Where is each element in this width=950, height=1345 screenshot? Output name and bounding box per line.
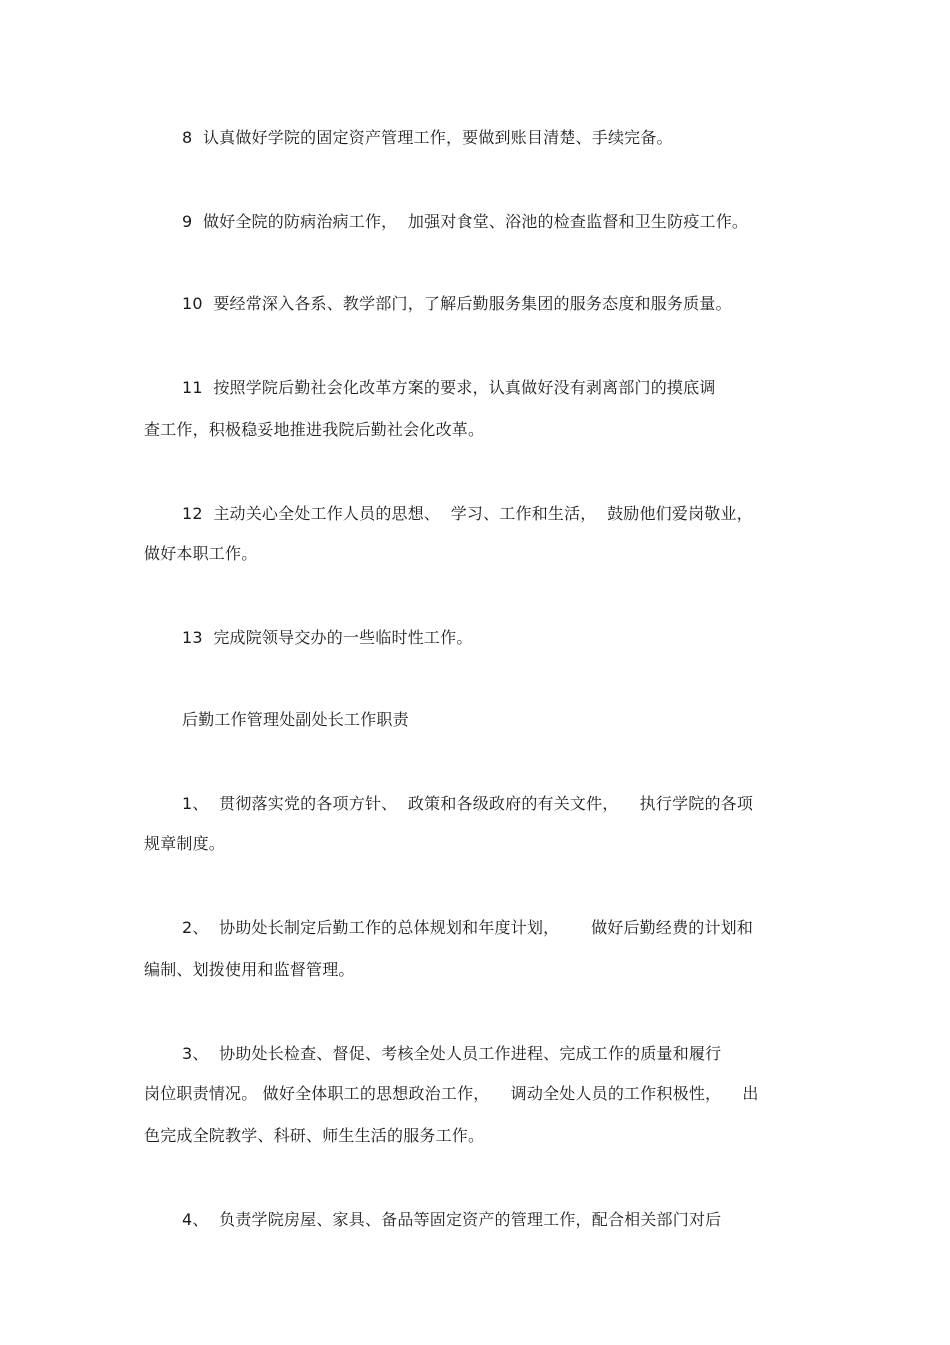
duty-2-line-2: 编制、划拨使用和监督管理。 <box>144 960 355 979</box>
item-13: 13 完成院领导交办的一些临时性工作。 <box>182 628 473 647</box>
duty-2-line-1: 2、 协助处长制定后勤工作的总体规划和年度计划， 做好后勤经费的计划和 <box>182 918 754 937</box>
item-9: 9 做好全院的防病治病工作， 加强对食堂、浴池的检查监督和卫生防疫工作。 <box>182 212 749 231</box>
item-8: 8 认真做好学院的固定资产管理工作，要做到账目清楚、手续完备。 <box>182 128 673 147</box>
item-12-line-2: 做好本职工作。 <box>144 544 258 563</box>
duty-3-line-3: 色完成全院教学、科研、师生生活的服务工作。 <box>144 1126 485 1145</box>
item-11-line-2: 查工作，积极稳妥地推进我院后勤社会化改革。 <box>144 420 485 439</box>
item-10: 10 要经常深入各系、教学部门，了解后勤服务集团的服务态度和服务质量。 <box>182 294 732 313</box>
duty-3-line-1: 3、 协助处长检查、督促、考核全处人员工作进程、完成工作的质量和履行 <box>182 1044 722 1063</box>
duty-4-line-1: 4、 负责学院房屋、家具、备品等固定资产的管理工作，配合相关部门对后 <box>182 1210 722 1229</box>
duty-1-line-1: 1、 贯彻落实党的各项方针、 政策和各级政府的有关文件， 执行学院的各项 <box>182 794 754 813</box>
item-12-line-1: 12 主动关心全处工作人员的思想、 学习、工作和生活， 鼓励他们爱岗敬业， <box>182 504 753 523</box>
section-heading: 后勤工作管理处副处长工作职责 <box>182 710 409 729</box>
duty-1-line-2: 规章制度。 <box>144 834 226 853</box>
item-11-line-1: 11 按照学院后勤社会化改革方案的要求，认真做好没有剥离部门的摸底调 <box>182 378 716 397</box>
duty-3-line-2: 岗位职责情况。 做好全体职工的思想政治工作， 调动全处人员的工作积极性， 出 <box>144 1084 759 1103</box>
